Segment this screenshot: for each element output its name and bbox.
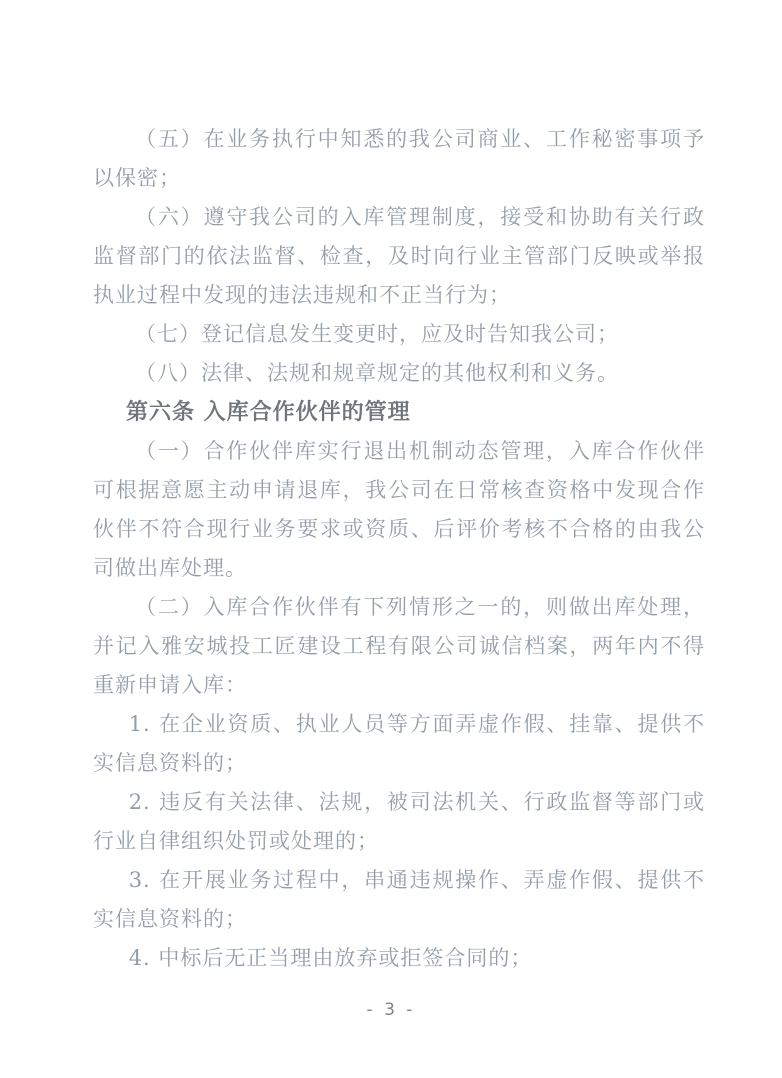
- removal-condition-4: 4. 中标后无正当理由放弃或拒签合同的；: [128, 946, 533, 970]
- removal-condition-3: 3. 在开展业务过程中，串通违规操作、弄虚作假、提供不实信息资料的；: [93, 868, 705, 931]
- rights-clause-5: （五）在业务执行中知悉的我公司商业、工作秘密事项予以保密；: [93, 127, 705, 190]
- removal-condition-2: 2. 违反有关法律、法规，被司法机关、行政监督等部门或行业自律组织处罚或处理的；: [93, 790, 705, 853]
- removal-condition-1: 1. 在企业资质、执业人员等方面弄虚作假、挂靠、提供不实信息资料的；: [93, 712, 705, 775]
- rights-clause-8: （八）法律、法规和规章规定的其他权利和义务。: [135, 361, 619, 385]
- rights-clause-7: （七）登记信息发生变更时，应及时告知我公司；: [135, 322, 619, 346]
- management-clause-1: （一）合作伙伴库实行退出机制动态管理，入库合作伙伴可根据意愿主动申请退库，我公司在日常核查资格中发现合作伙伴不符合现行业务要求或资质、后评价考核不合格的由我公司做出库处理。: [93, 439, 705, 580]
- management-clause-2: （二）入库合作伙伴有下列情形之一的，则做出库处理，并记入雅安城投工匠建设工程有限公司诚信档案，两年内不得重新申请入库：: [93, 595, 705, 697]
- article-6-heading: 第六条 入库合作伙伴的管理: [126, 400, 411, 425]
- page-number: - 3 -: [366, 1000, 416, 1020]
- rights-clause-6: （六）遵守我公司的入库管理制度，接受和协助有关行政监督部门的依法监督、检查，及时向行业主管部门反映或举报执业过程中发现的违法违规和不正当行为；: [93, 205, 705, 307]
- document-body: [93, 120, 705, 978]
